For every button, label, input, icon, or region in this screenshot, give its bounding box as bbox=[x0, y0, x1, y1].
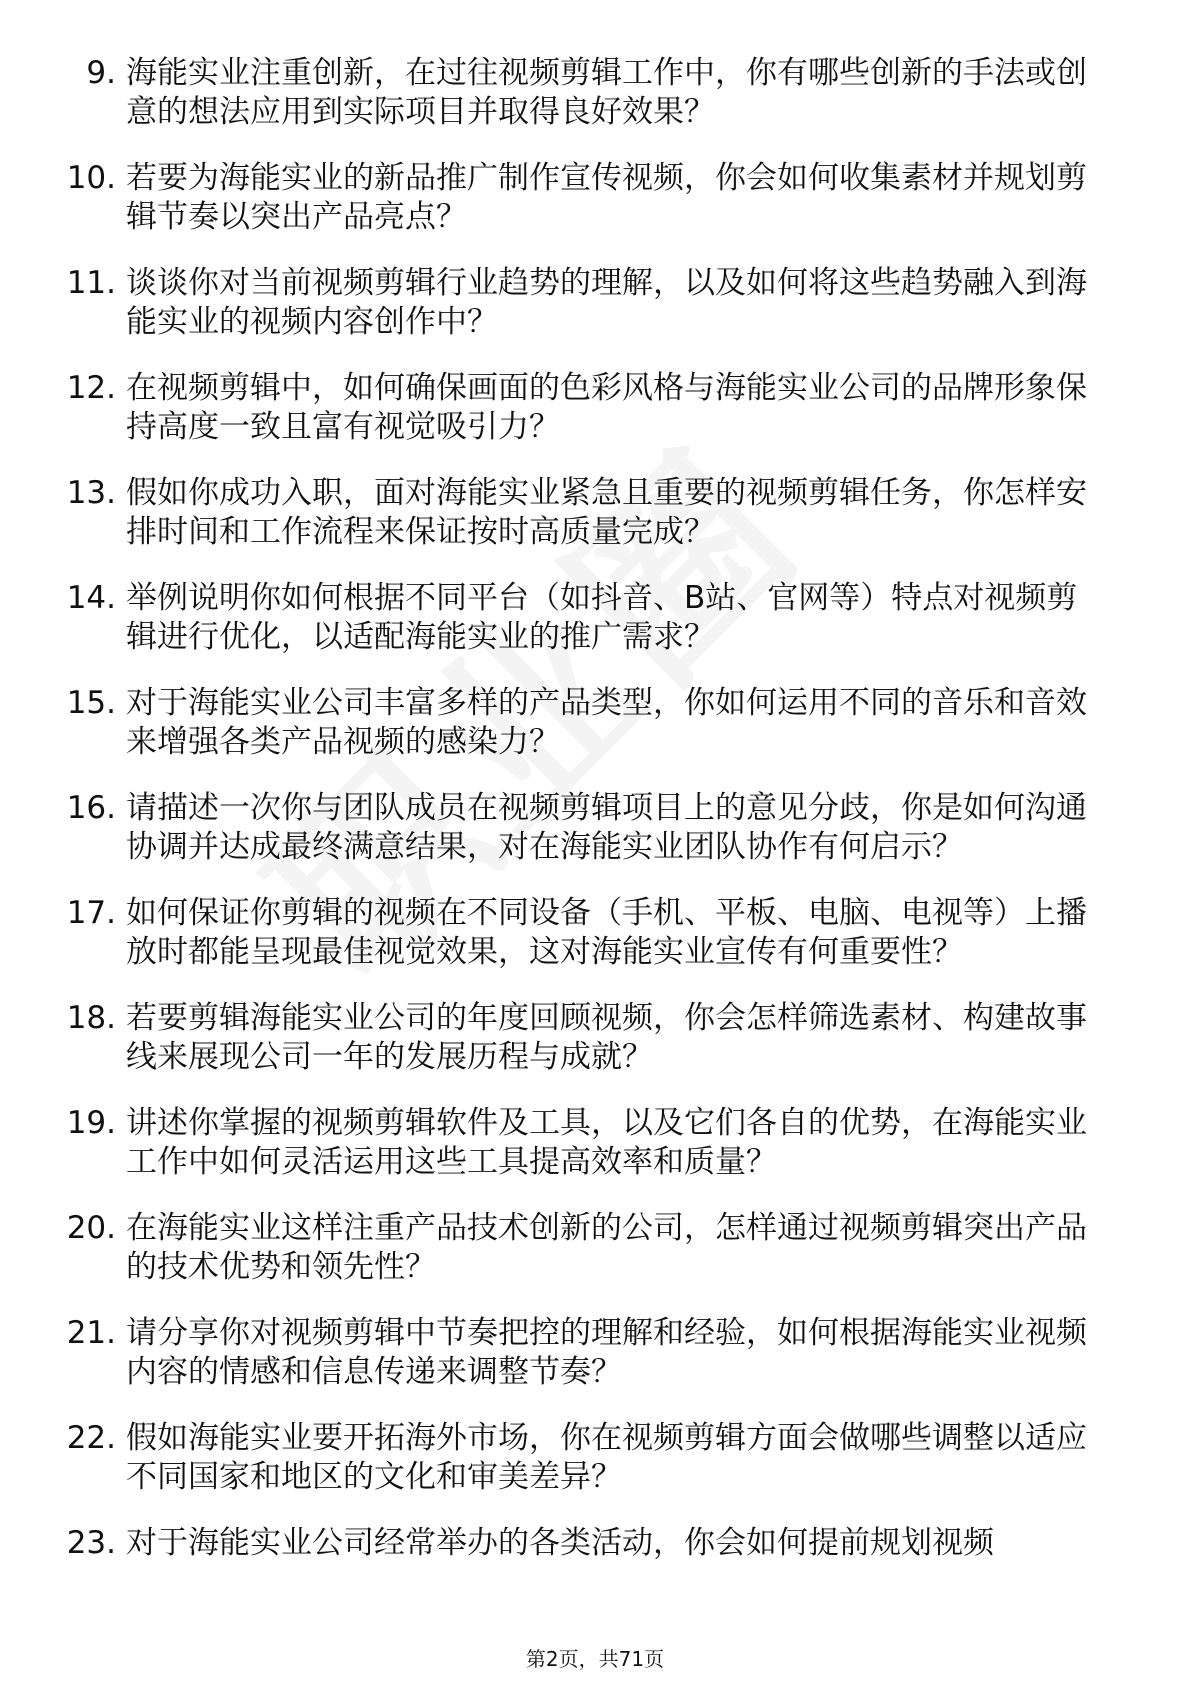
list-item bbox=[0, 789, 1190, 867]
question-text: 请描述一次你与团队成员在视频剪辑项目上的意见分歧，你是如何沟通协调并达成最终满意结果，对在海能实业团队协作有何启示？ bbox=[126, 790, 1087, 865]
question-text: 若要为海能实业的新品推广制作宣传视频，你会如何收集素材并规划剪辑节奏以突出产品亮点？ bbox=[126, 160, 1087, 235]
question-text: 请分享你对视频剪辑中节奏把控的理解和经验，如何根据海能实业视频内容的情感和信息传递来调整节奏？ bbox=[126, 1315, 1087, 1390]
question-text: 对于海能实业公司经常举办的各类活动，你会如何提前规划视频 bbox=[126, 1525, 994, 1561]
question-number: 11. bbox=[66, 265, 116, 301]
list-item bbox=[0, 999, 1190, 1077]
question-number: 21. bbox=[66, 1315, 116, 1351]
question-number: 17. bbox=[66, 895, 116, 931]
question-number: 9. bbox=[86, 55, 116, 91]
question-number: 14. bbox=[66, 580, 116, 616]
page-footer: 第2页，共71页 bbox=[525, 1647, 665, 1671]
question-number: 16. bbox=[66, 790, 116, 826]
question-number: 23. bbox=[66, 1525, 116, 1561]
list-item bbox=[0, 264, 1190, 342]
question-text: 若要剪辑海能实业公司的年度回顾视频，你会怎样筛选素材、构建故事线来展现公司一年的发展历程与成就？ bbox=[126, 1000, 1087, 1075]
question-number: 22. bbox=[66, 1420, 116, 1456]
list-item bbox=[0, 1104, 1190, 1182]
question-number: 13. bbox=[66, 475, 116, 511]
question-text: 在海能实业这样注重产品技术创新的公司，怎样通过视频剪辑突出产品的技术优势和领先性？ bbox=[126, 1210, 1087, 1285]
question-list bbox=[0, 54, 1190, 1590]
list-item bbox=[0, 1524, 1190, 1563]
question-number: 18. bbox=[66, 1000, 116, 1036]
question-text: 举例说明你如何根据不同平台（如抖音、B站、官网等）特点对视频剪辑进行优化，以适配海能实业的推广需求？ bbox=[126, 580, 1078, 655]
question-text: 讲述你掌握的视频剪辑软件及工具，以及它们各自的优势，在海能实业工作中如何灵活运用这些工具提高效率和质量？ bbox=[126, 1105, 1087, 1180]
question-text: 海能实业注重创新，在过往视频剪辑工作中，你有哪些创新的手法或创意的想法应用到实际项目并取得良好效果？ bbox=[126, 55, 1087, 130]
question-text: 假如你成功入职，面对海能实业紧急且重要的视频剪辑任务，你怎样安排时间和工作流程来保证按时高质量完成？ bbox=[126, 475, 1087, 550]
question-number: 20. bbox=[66, 1210, 116, 1246]
list-item bbox=[0, 894, 1190, 972]
list-item bbox=[0, 1314, 1190, 1392]
question-text: 在视频剪辑中，如何确保画面的色彩风格与海能实业公司的品牌形象保持高度一致且富有视觉吸引力？ bbox=[126, 370, 1087, 445]
question-number: 12. bbox=[66, 370, 116, 406]
question-text: 谈谈你对当前视频剪辑行业趋势的理解，以及如何将这些趋势融入到海能实业的视频内容创作中？ bbox=[126, 265, 1087, 340]
list-item bbox=[0, 369, 1190, 447]
list-item bbox=[0, 1419, 1190, 1497]
list-item bbox=[0, 54, 1190, 132]
list-item bbox=[0, 159, 1190, 237]
question-text: 对于海能实业公司丰富多样的产品类型，你如何运用不同的音乐和音效来增强各类产品视频的感染力？ bbox=[126, 685, 1087, 760]
question-number: 19. bbox=[66, 1105, 116, 1141]
list-item bbox=[0, 474, 1190, 552]
question-number: 10. bbox=[66, 160, 116, 196]
question-text: 如何保证你剪辑的视频在不同设备（手机、平板、电脑、电视等）上播放时都能呈现最佳视觉效果，这对海能实业宣传有何重要性？ bbox=[126, 895, 1087, 970]
question-text: 假如海能实业要开拓海外市场，你在视频剪辑方面会做哪些调整以适应不同国家和地区的文化和审美差异？ bbox=[126, 1420, 1087, 1495]
list-item bbox=[0, 684, 1190, 762]
list-item bbox=[0, 1209, 1190, 1287]
list-item bbox=[0, 579, 1190, 657]
question-number: 15. bbox=[66, 685, 116, 721]
